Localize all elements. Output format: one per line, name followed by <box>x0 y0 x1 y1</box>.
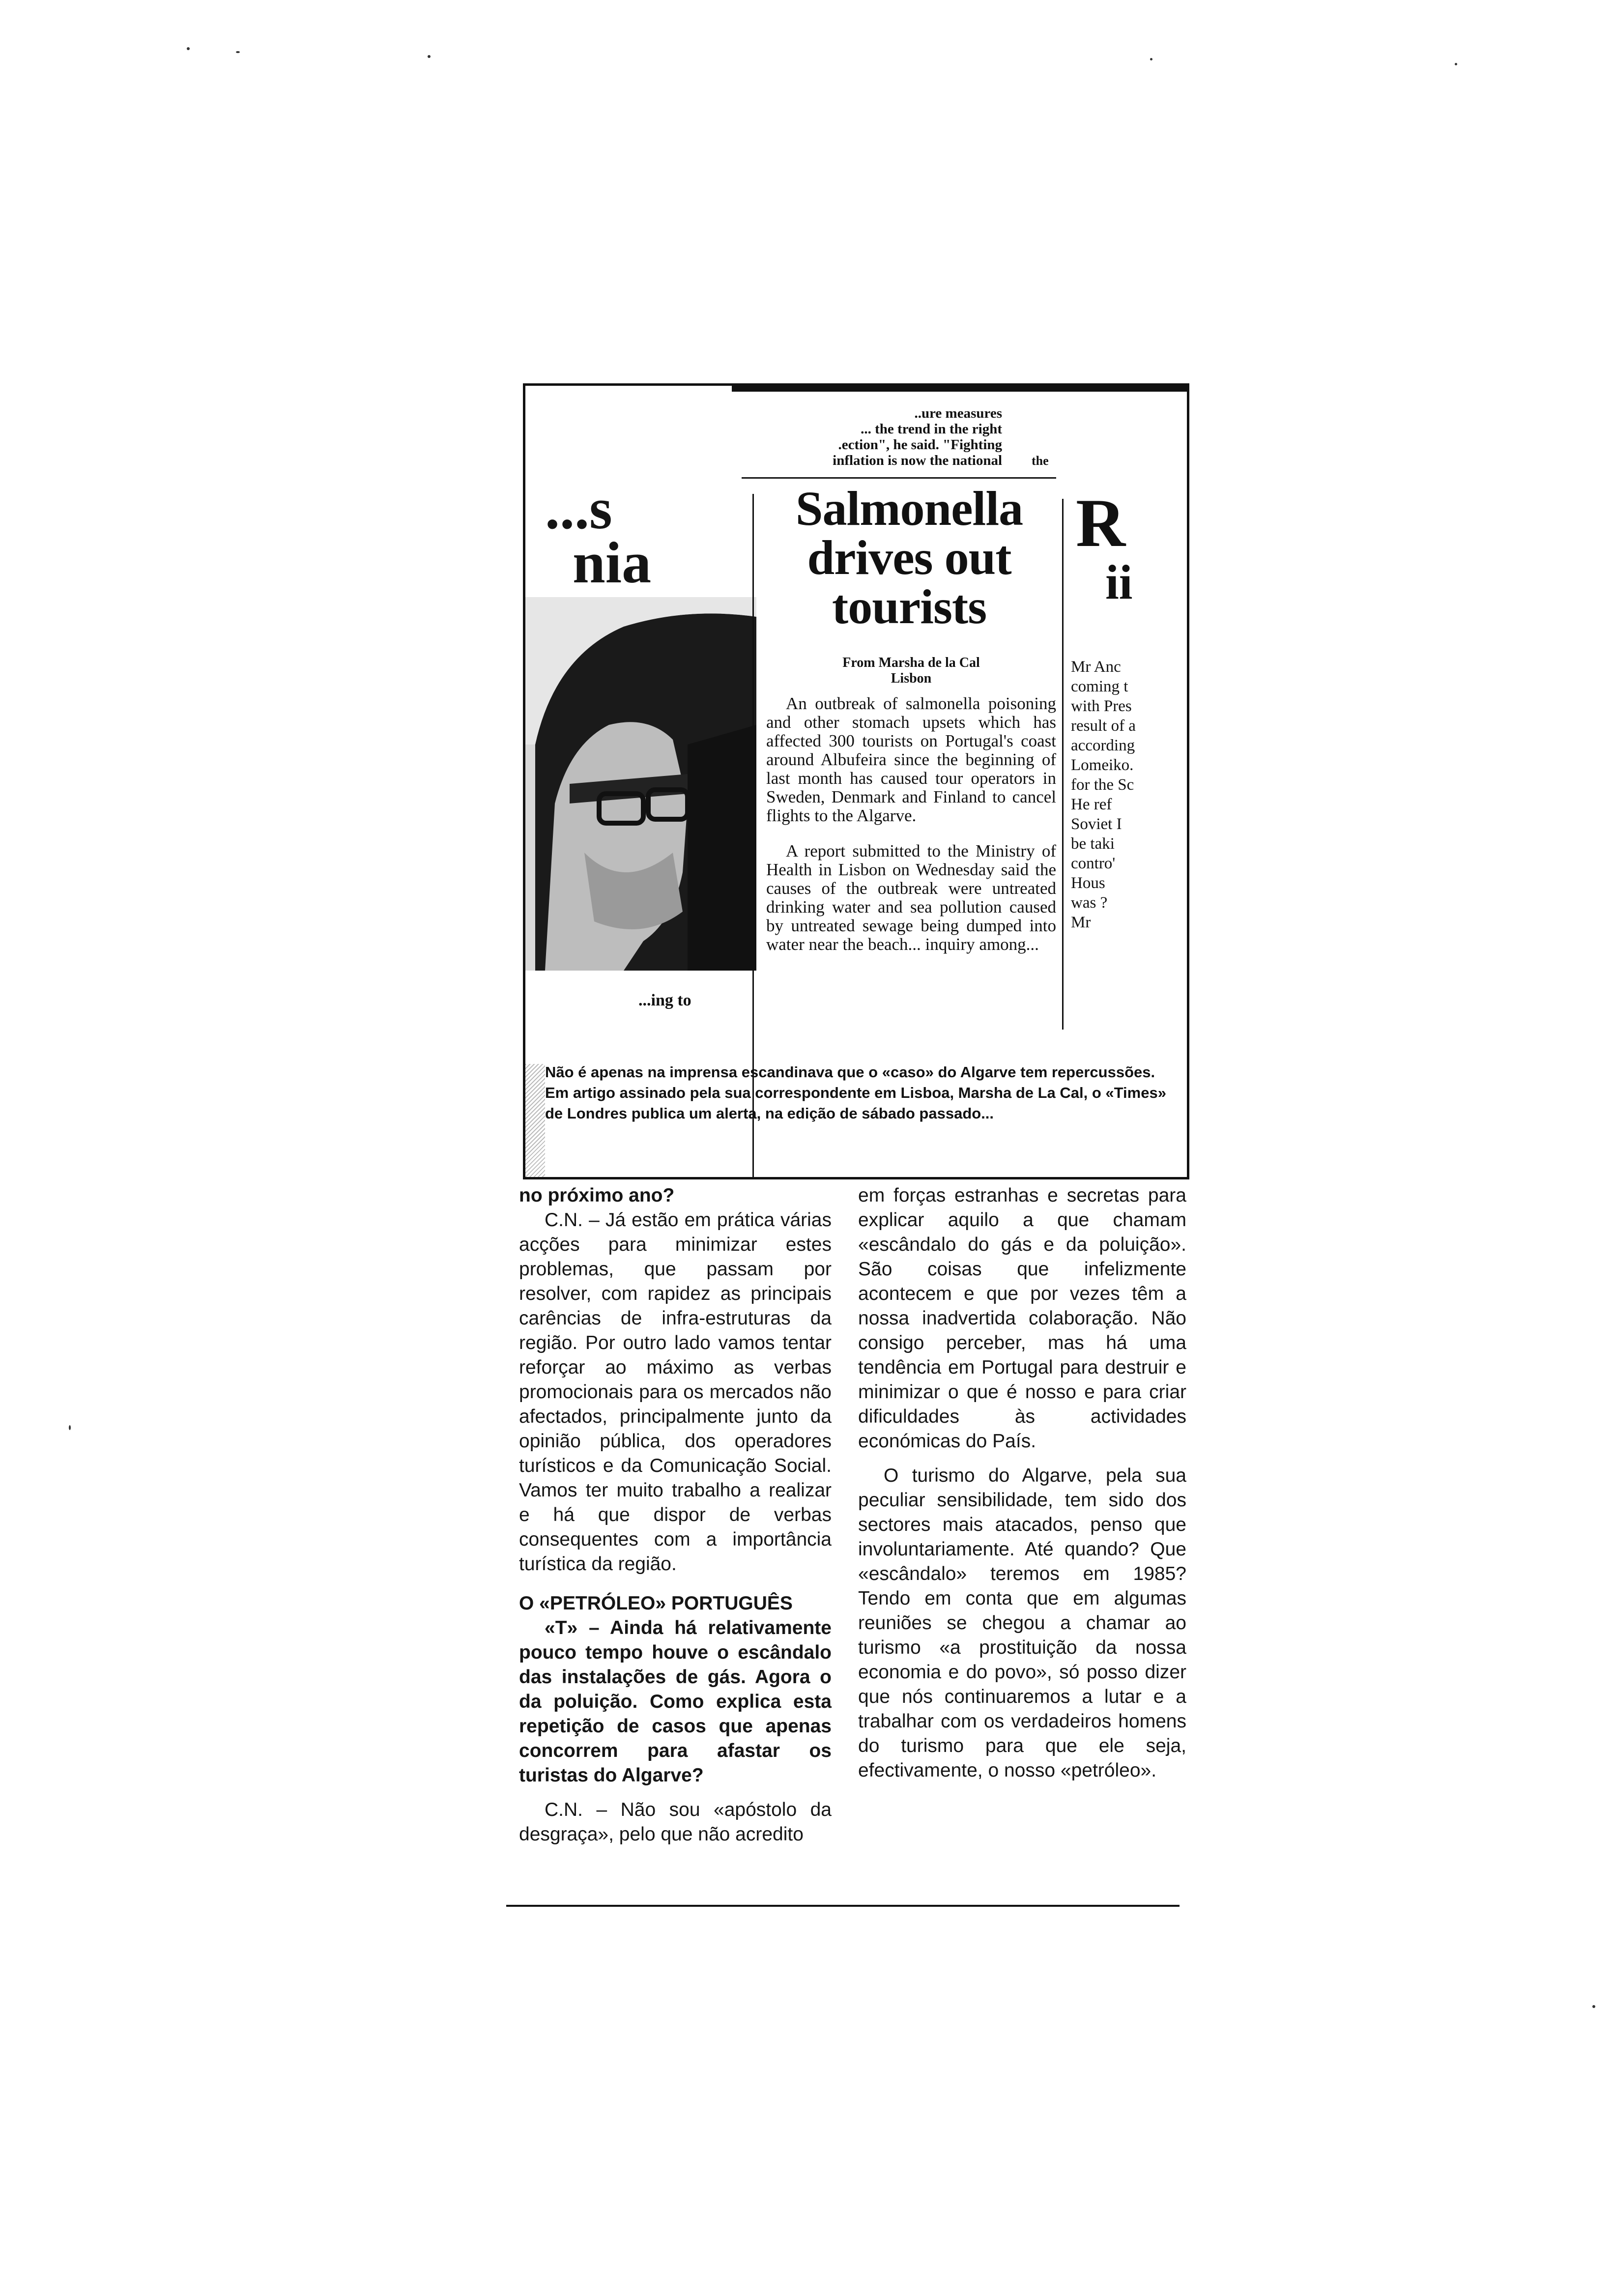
right-column-fragment: Mr Anc coming t with Pres result of a according Lomeiko. for the Sc He ref Soviet I be taki contro' Hous was ? Mr <box>1071 658 1136 931</box>
article-byline <box>766 655 1056 687</box>
column-divider-right <box>1062 499 1064 1030</box>
interview-answer-continued: em forças estranhas e secretas para explicar aquilo a que chamam «escândalo do gás e da poluição». São coisas que infelizmente acontecem e que por vezes têm a nossa inadvertida colaboração. Não consigo perceber, mas há uma tendência em Portugal para destruir e minimizar o que é nosso e para criar dificuldades às actividades económicas do País. <box>858 1185 1186 1452</box>
left-headline-fragment-2: nia <box>573 530 652 595</box>
left-headline-fragment-1: ...s <box>545 476 612 541</box>
interview-column-right <box>858 1183 1186 1783</box>
portrait-photo-graphic <box>525 597 756 971</box>
top-right-fragment: the <box>1032 454 1049 468</box>
interview-answer: C.N. – Já estão em prática várias acções para minimizar estes problemas, que passam por resolver, com rapidez as principais carências de infra-estruturas da região. Por outro lado vamos tentar reforçar ao máximo as verbas promocionais para os mercados não afectados, principalmente junto da opinião pública, dos operadores turísticos e da Comunicação Social. Vamos ter muito trabalho a realizar e há que dispor de verbas consequentes com a importância turística da região. <box>519 1209 832 1575</box>
byline-city: Lisbon <box>891 671 932 686</box>
right-headline-fragment-1: R <box>1076 485 1126 561</box>
newspaper-clipping <box>523 383 1189 1179</box>
left-column-fragment: ...ing to <box>638 991 691 1009</box>
clipping-caption: Não é apenas na imprensa escandinava que o «caso» do Algarve tem repercussões. Em artigo assinado pela sua correspondente em Lisboa, Marsha de La Cal, o «Times» de Londres publica um alerta, na edição de sábado passado... <box>545 1063 1166 1122</box>
interview-answer: O turismo do Algarve, pela sua peculiar sensibilidade, tem sido dos sectores mais atacados, penso que involuntariamente. Até quando? Que «escândalo» teremos em 1985? Tendo em conta que em algumas reuniões se chegou a chamar ao turismo «a prostituição da nossa economia e do povo», só posso dizer que nós continuaremos a lutar e a trabalhar com os verdadeiros homens do turismo para que ele seja, efectivamente, o nosso «petróleo». <box>858 1465 1186 1781</box>
article-headline: Salmonella drives out tourists <box>795 481 1023 634</box>
interview-column-left <box>519 1183 832 1847</box>
clipping-top-bar <box>732 385 1189 392</box>
interview-answer: C.N. – Não sou «apóstolo da desgraça», pelo que não acredito <box>519 1799 832 1845</box>
article-paragraph-1: An outbreak of salmonella poisoning and other stomach upsets which has affected 300 tourists on Portugal's coast around Albufeira since the beginning of last month has caused tour operators in Sweden, Denmark and Finland to cancel flights to the Algarve. <box>766 694 1056 825</box>
caption-scan-noise <box>525 1064 545 1177</box>
interview-question-end: no próximo ano? <box>519 1185 675 1206</box>
portrait-photo <box>525 597 756 971</box>
top-rule <box>742 477 1056 479</box>
bottom-rule <box>506 1905 1180 1907</box>
article-paragraph-2: A report submitted to the Ministry of Health in Lisbon on Wednesday said the causes of the outbreak were untreated drinking water and sea pollution caused by untreated sewage being dumped into water near the beach... inquiry among... <box>766 841 1056 954</box>
top-article-fragment: ..ure measures ... the trend in the right .ection", he said. "Fighting inflation is now the national <box>833 405 1002 468</box>
right-headline-fragment-2: ii <box>1105 555 1133 609</box>
byline-author: From Marsha de la Cal <box>842 655 980 670</box>
interview-question: «T» – Ainda há relativamente pouco tempo houve o escândalo das instalações de gás. Agora o da poluição. Como explica esta repetição de casos que apenas concorrem para afastar os turistas do Algarve? <box>519 1617 832 1786</box>
article-body <box>766 694 1056 971</box>
section-heading: O «PETRÓLEO» PORTUGUÊS <box>519 1593 793 1614</box>
